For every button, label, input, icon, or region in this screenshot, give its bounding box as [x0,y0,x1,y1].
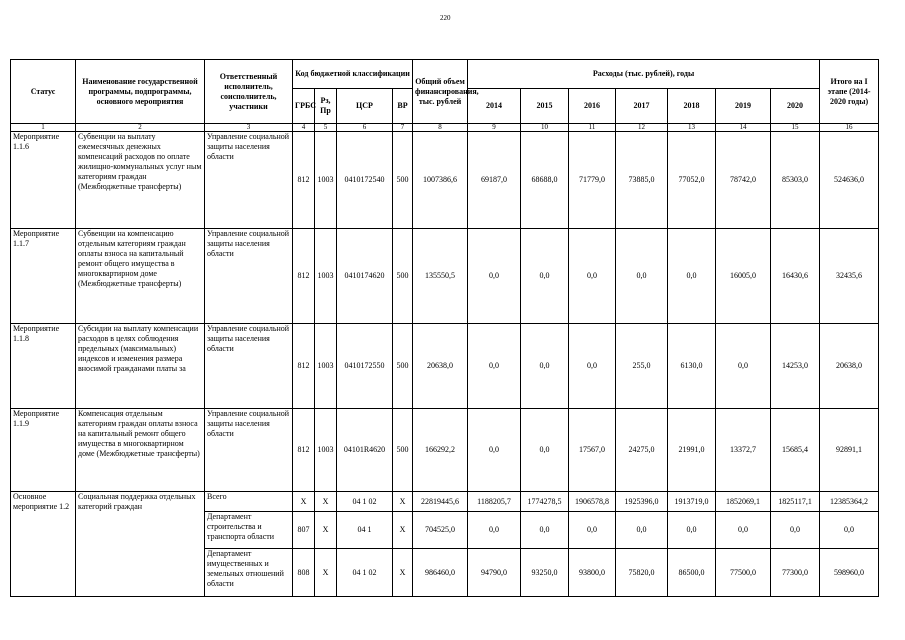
group-rzpr: X [315,492,337,512]
row-year-value: 0,0 [716,324,771,409]
row-year-value: 0,0 [521,229,569,324]
group-year-value: 1925396,0 [616,492,668,512]
column-number: 8 [413,124,468,132]
row-year-value: 0,0 [521,324,569,409]
group-year-value: 0,0 [616,512,668,549]
header-year: 2014 [468,89,521,124]
group-year-value: 1825117,1 [771,492,820,512]
header-row-1 [11,60,879,89]
group-grbs: 808 [293,549,315,597]
row-status: Мероприятие 1.1.7 [11,229,76,324]
row-year-value: 13372,7 [716,409,771,492]
group-year-value: 1188205,7 [468,492,521,512]
header-stage-total: Итого на I этапе (2014-2020 годы) [820,60,879,124]
row-year-value: 24275,0 [616,409,668,492]
budget-table [10,59,879,597]
row-rzpr: 1003 [315,132,337,229]
row-csr: 0410172550 [337,324,393,409]
group-stage-total: 12385364,2 [820,492,879,512]
column-number: 11 [569,124,616,132]
table-row [11,229,879,324]
row-year-value: 16005,0 [716,229,771,324]
row-year-value: 16430,6 [771,229,820,324]
row-year-value: 0,0 [616,229,668,324]
header-year: 2020 [771,89,820,124]
row-status: Мероприятие 1.1.6 [11,132,76,229]
group-total: 986460,0 [413,549,468,597]
column-number: 2 [76,124,205,132]
group-total: 704525,0 [413,512,468,549]
row-grbs: 812 [293,409,315,492]
row-status: Мероприятие 1.1.9 [11,409,76,492]
header-status: Статус [11,60,76,124]
group-year-value: 93800,0 [569,549,616,597]
column-number: 13 [668,124,716,132]
column-number: 9 [468,124,521,132]
row-stage-total: 524636,0 [820,132,879,229]
row-year-value: 0,0 [468,229,521,324]
group-rzpr: X [315,549,337,597]
row-total: 166292,2 [413,409,468,492]
row-total: 1007386,6 [413,132,468,229]
row-name: Компенсация отдельным категориям граждан оплаты взноса на капитальный ремонт общего имущества в многоквартирном доме (Межбюджетные трансферты) [76,409,205,492]
row-year-value: 0,0 [521,409,569,492]
row-vr: 500 [393,324,413,409]
row-name: Субсидии на выплату компенсации расходов в целях соблюдения предельных (максимальных) индексов и изменения размера вносимой гражданами платы за [76,324,205,409]
row-year-value: 21991,0 [668,409,716,492]
row-name: Субвенции на компенсацию отдельным категориям граждан оплаты взноса на капитальный ремонт общего имущества в многоквартирном доме (Межбюджетные трансферты) [76,229,205,324]
group-year-value: 0,0 [771,512,820,549]
group-executor: Всего [205,492,293,512]
row-year-value: 15685,4 [771,409,820,492]
group-stage-total: 598960,0 [820,549,879,597]
row-year-value: 78742,0 [716,132,771,229]
column-number: 6 [337,124,393,132]
group-executor: Департамент имущественных и земельных отношений области [205,549,293,597]
row-grbs: 812 [293,324,315,409]
group-year-value: 1906578,8 [569,492,616,512]
group-year-value: 75820,0 [616,549,668,597]
header-year: 2018 [668,89,716,124]
group-year-value: 0,0 [716,512,771,549]
group-year-value: 86500,0 [668,549,716,597]
column-number: 10 [521,124,569,132]
table-row [11,132,879,229]
group-year-value: 1913719,0 [668,492,716,512]
header-year: 2016 [569,89,616,124]
group-year-value: 77300,0 [771,549,820,597]
header-grbs: ГРБС [293,89,315,124]
row-stage-total: 32435,6 [820,229,879,324]
row-executor: Управление социальной защиты населения области [205,324,293,409]
group-year-value: 0,0 [521,512,569,549]
row-year-value: 68688,0 [521,132,569,229]
row-total: 135550,5 [413,229,468,324]
header-year: 2017 [616,89,668,124]
column-number: 16 [820,124,879,132]
table-row [11,324,879,409]
row-year-value: 0,0 [468,324,521,409]
row-name: Субвенции на выплату ежемесячных денежных компенсаций расходов по оплате жилищно-коммунальных услуг ным категориям граждан (Межбюджетные трансферты) [76,132,205,229]
group-year-value: 93250,0 [521,549,569,597]
group-rzpr: X [315,512,337,549]
row-vr: 500 [393,132,413,229]
group-year-value: 77500,0 [716,549,771,597]
group-vr: X [393,492,413,512]
header-name: Наименование государственной программы, подпрограммы, основного мероприятия [76,60,205,124]
group-csr: 04 1 [337,512,393,549]
header-vr: ВР [393,89,413,124]
row-executor: Управление социальной защиты населения области [205,132,293,229]
column-number: 15 [771,124,820,132]
column-number: 1 [11,124,76,132]
group-vr: X [393,549,413,597]
row-executor: Управление социальной защиты населения области [205,229,293,324]
row-vr: 500 [393,409,413,492]
header-executor: Ответственный исполнитель, соисполнитель, участники [205,60,293,124]
row-rzpr: 1003 [315,229,337,324]
column-number: 4 [293,124,315,132]
column-number: 14 [716,124,771,132]
row-year-value: 17567,0 [569,409,616,492]
row-rzpr: 1003 [315,324,337,409]
row-grbs: 812 [293,132,315,229]
group-csr: 04 1 02 [337,549,393,597]
row-year-value: 6130,0 [668,324,716,409]
row-year-value: 14253,0 [771,324,820,409]
column-number: 7 [393,124,413,132]
row-grbs: 812 [293,229,315,324]
group-vr: X [393,512,413,549]
row-year-value: 0,0 [569,324,616,409]
page-number: 220 [440,14,451,22]
row-year-value: 0,0 [569,229,616,324]
header-expenses: Расходы (тыс. рублей), годы [468,60,820,89]
group-grbs: 807 [293,512,315,549]
column-number-row [11,124,879,132]
group-total: 22819445,6 [413,492,468,512]
row-csr: 0410174620 [337,229,393,324]
group-year-value: 1852069,1 [716,492,771,512]
row-year-value: 85303,0 [771,132,820,229]
group-year-value: 94790,0 [468,549,521,597]
group-year-value: 0,0 [668,512,716,549]
row-rzpr: 1003 [315,409,337,492]
row-executor: Управление социальной защиты населения области [205,409,293,492]
column-number: 5 [315,124,337,132]
row-vr: 500 [393,229,413,324]
row-status: Мероприятие 1.1.8 [11,324,76,409]
header-rzpr: Рз, Пр [315,89,337,124]
group-name: Социальная поддержка отдельных категорий граждан [76,492,205,597]
row-year-value: 0,0 [668,229,716,324]
group-year-value: 1774278,5 [521,492,569,512]
group-year-value: 0,0 [569,512,616,549]
row-year-value: 77052,0 [668,132,716,229]
row-stage-total: 20638,0 [820,324,879,409]
group-status: Основное мероприятие 1.2 [11,492,76,597]
row-year-value: 71779,0 [569,132,616,229]
row-year-value: 73885,0 [616,132,668,229]
row-year-value: 0,0 [468,409,521,492]
row-year-value: 255,0 [616,324,668,409]
row-csr: 04101R4620 [337,409,393,492]
header-budget-code: Код бюджетной классификации [293,60,413,89]
table-row [11,409,879,492]
column-number: 12 [616,124,668,132]
group-csr: 04 1 02 [337,492,393,512]
row-csr: 0410172540 [337,132,393,229]
header-csr: ЦСР [337,89,393,124]
header-year: 2019 [716,89,771,124]
row-total: 20638,0 [413,324,468,409]
row-stage-total: 92891,1 [820,409,879,492]
column-number: 3 [205,124,293,132]
header-year: 2015 [521,89,569,124]
group-stage-total: 0,0 [820,512,879,549]
group-year-value: 0,0 [468,512,521,549]
group-executor: Департамент строительства и транспорта области [205,512,293,549]
group-grbs: X [293,492,315,512]
table-row [11,492,879,512]
header-total-volume: Общий объем финансирования, тыс. рублей [413,60,468,124]
row-year-value: 69187,0 [468,132,521,229]
